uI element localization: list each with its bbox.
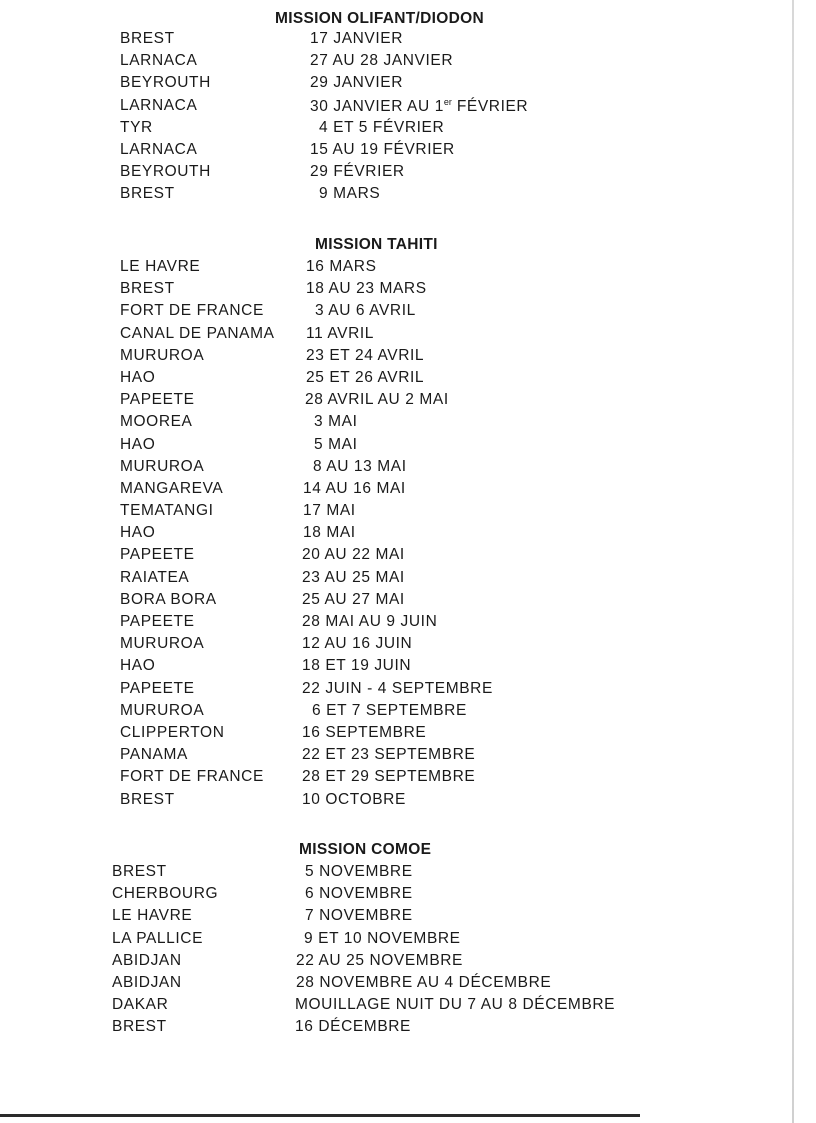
itinerary-row — [120, 258, 640, 280]
port-name: PAPEETE — [120, 391, 195, 409]
port-name: MURUROA — [120, 346, 205, 364]
stop-dates: 28 MAI AU 9 JUIN — [302, 613, 438, 630]
stop-dates: 7 NOVEMBRE — [305, 907, 413, 925]
itinerary-list — [120, 30, 640, 208]
itinerary-row — [120, 163, 640, 185]
itinerary-row — [120, 97, 640, 119]
port-name: LARNACA — [120, 96, 198, 114]
itinerary-row — [120, 546, 640, 568]
port-name: BORA BORA — [120, 590, 217, 608]
itinerary-row — [120, 524, 640, 546]
itinerary-row — [112, 930, 652, 952]
port-name: CANAL DE PANAMA — [120, 324, 275, 342]
port-name: LE HAVRE — [120, 258, 201, 275]
itinerary-row — [120, 502, 640, 524]
itinerary-row — [112, 996, 652, 1018]
itinerary-row — [120, 119, 640, 141]
stop-dates: 22 ET 23 SEPTEMBRE — [302, 746, 476, 764]
port-name: MANGAREVA — [120, 479, 224, 497]
itinerary-row — [120, 702, 640, 724]
port-name: ABIDJAN — [112, 973, 182, 991]
port-name: BREST — [112, 1018, 167, 1036]
stop-dates: 28 ET 29 SEPTEMBRE — [302, 768, 476, 786]
port-name: PANAMA — [120, 746, 188, 764]
itinerary-row — [112, 974, 652, 996]
stop-dates: 27 AU 28 JANVIER — [310, 52, 454, 70]
itinerary-row — [120, 458, 640, 480]
itinerary-row — [120, 724, 640, 746]
stop-dates: 6 NOVEMBRE — [305, 885, 413, 903]
port-name: CHERBOURG — [112, 885, 219, 903]
stop-dates: 11 AVRIL — [306, 324, 374, 342]
port-name: LARNACA — [120, 52, 198, 70]
itinerary-row — [120, 369, 640, 391]
mission-comoe-section — [112, 839, 652, 1041]
port-name: FORT DE FRANCE — [120, 302, 264, 320]
itinerary-row — [120, 569, 640, 591]
stop-dates: 17 JANVIER — [310, 30, 404, 47]
itinerary-row — [112, 952, 652, 974]
stop-dates: 16 SEPTEMBRE — [302, 723, 427, 741]
stop-dates: 28 NOVEMBRE AU 4 DÉCEMBRE — [296, 973, 552, 991]
port-name: BEYROUTH — [120, 74, 211, 92]
stop-dates: MOUILLAGE NUIT DU 7 AU 8 DÉCEMBRE — [295, 996, 616, 1014]
stop-dates: 16 DÉCEMBRE — [295, 1018, 411, 1036]
port-name: BREST — [120, 280, 175, 298]
itinerary-row — [120, 347, 640, 369]
port-name: BREST — [120, 30, 175, 47]
stop-dates-start: 30 JANVIER AU 1 — [310, 97, 444, 115]
itinerary-row — [120, 391, 640, 413]
stop-dates: 5 MAI — [314, 435, 358, 453]
port-name: BREST — [120, 185, 175, 203]
stop-dates: 4 ET 5 FÉVRIER — [319, 118, 445, 136]
port-name: TYR — [120, 118, 153, 136]
stop-dates: 20 AU 22 MAI — [302, 546, 405, 564]
stop-dates: 5 NOVEMBRE — [305, 863, 413, 880]
stop-dates: 25 ET 26 AVRIL — [306, 368, 425, 386]
itinerary-row — [120, 768, 640, 790]
stop-dates: 29 JANVIER — [310, 74, 404, 92]
port-name: PAPEETE — [120, 613, 195, 630]
mission-title: MISSION COMOE — [299, 841, 432, 858]
scan-edge-bottom — [0, 1114, 640, 1117]
itinerary-row — [120, 30, 640, 52]
stop-dates: 18 ET 19 JUIN — [302, 657, 412, 675]
itinerary-row — [120, 185, 640, 207]
itinerary-list — [120, 258, 640, 813]
itinerary-row — [120, 746, 640, 768]
stop-dates — [310, 97, 528, 116]
port-name: HAO — [120, 657, 156, 675]
port-name: MURUROA — [120, 457, 205, 475]
port-name: MOOREA — [120, 413, 193, 431]
stop-dates: 12 AU 16 JUIN — [302, 635, 413, 653]
port-name: HAO — [120, 435, 156, 453]
port-name: ABIDJAN — [112, 951, 182, 969]
port-name: HAO — [120, 368, 156, 386]
itinerary-row — [120, 325, 640, 347]
port-name: DAKAR — [112, 996, 169, 1014]
port-name: HAO — [120, 524, 156, 542]
itinerary-row — [120, 680, 640, 702]
stop-dates-end: FÉVRIER — [451, 97, 529, 115]
stop-dates: 22 AU 25 NOVEMBRE — [296, 951, 463, 969]
stop-dates: 18 AU 23 MARS — [306, 280, 427, 298]
itinerary-row — [120, 52, 640, 74]
itinerary-row — [112, 885, 652, 907]
scan-edge-right — [792, 0, 794, 1123]
stop-dates: 15 AU 19 FÉVRIER — [310, 140, 455, 158]
itinerary-row — [120, 591, 640, 613]
port-name: LARNACA — [120, 140, 198, 158]
stop-dates: 9 ET 10 NOVEMBRE — [304, 929, 461, 947]
itinerary-row — [120, 657, 640, 679]
port-name: BREST — [120, 790, 175, 808]
itinerary-row — [120, 436, 640, 458]
stop-dates: 3 AU 6 AVRIL — [315, 302, 416, 320]
port-name: FORT DE FRANCE — [120, 768, 264, 786]
port-name: BEYROUTH — [120, 163, 211, 181]
itinerary-row — [120, 141, 640, 163]
stop-dates: 17 MAI — [303, 502, 356, 520]
itinerary-row — [120, 280, 640, 302]
mission-title: MISSION OLIFANT/DIODON — [275, 10, 484, 27]
port-name: LE HAVRE — [112, 907, 193, 925]
port-name: PAPEETE — [120, 679, 195, 697]
stop-dates: 29 FÉVRIER — [310, 163, 405, 181]
port-name: RAIATEA — [120, 568, 190, 586]
stop-dates: 28 AVRIL AU 2 MAI — [305, 391, 449, 409]
itinerary-row — [120, 480, 640, 502]
itinerary-row — [112, 863, 652, 885]
itinerary-row — [120, 413, 640, 435]
itinerary-row — [120, 613, 640, 635]
itinerary-row — [120, 74, 640, 96]
ordinal-suffix: er — [443, 96, 452, 107]
itinerary-row — [120, 635, 640, 657]
mission-tahiti-section — [120, 234, 640, 813]
port-name: CLIPPERTON — [120, 723, 225, 741]
port-name: PAPEETE — [120, 546, 195, 564]
port-name: LA PALLICE — [112, 929, 204, 947]
itinerary-list — [112, 863, 652, 1041]
stop-dates: 23 AU 25 MAI — [302, 568, 405, 586]
stop-dates: 3 MAI — [314, 413, 358, 431]
port-name: BREST — [112, 863, 167, 880]
port-name: MURUROA — [120, 635, 205, 653]
port-name: TEMATANGI — [120, 502, 214, 520]
port-name: MURUROA — [120, 701, 205, 719]
stop-dates: 18 MAI — [303, 524, 356, 542]
mission-olifant-diodon-section — [120, 8, 640, 208]
itinerary-row — [120, 791, 640, 813]
mission-title: MISSION TAHITI — [315, 236, 438, 253]
stop-dates: 25 AU 27 MAI — [302, 590, 405, 608]
itinerary-row — [112, 1018, 652, 1040]
stop-dates: 16 MARS — [306, 258, 377, 275]
stop-dates: 8 AU 13 MAI — [313, 457, 407, 475]
itinerary-row — [112, 907, 652, 929]
stop-dates: 23 ET 24 AVRIL — [306, 346, 425, 364]
itinerary-row — [120, 302, 640, 324]
stop-dates: 6 ET 7 SEPTEMBRE — [312, 701, 467, 719]
stop-dates: 22 JUIN - 4 SEPTEMBRE — [302, 679, 493, 697]
stop-dates: 14 AU 16 MAI — [303, 479, 406, 497]
stop-dates: 10 OCTOBRE — [302, 790, 406, 808]
stop-dates: 9 MARS — [319, 185, 381, 203]
